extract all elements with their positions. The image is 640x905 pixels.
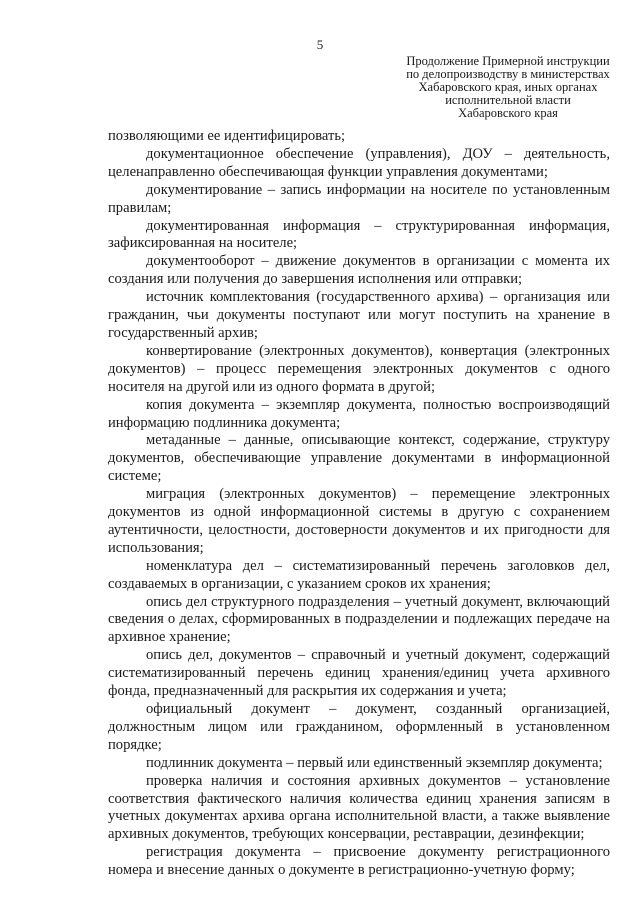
definition-paragraph: документирование – запись информации на носителе по установленным правилам; — [108, 181, 610, 216]
definition-paragraph: документационное обеспечение (управления), ДОУ – деятельность, целенаправленно обеспечивающая функции управления документами; — [108, 145, 610, 180]
paragraph-continuation: позволяющими ее идентифицировать; — [108, 128, 346, 144]
definition-paragraph: документированная информация – структурированная информация, зафиксированная на носителе; — [108, 217, 610, 252]
definition-paragraph: номенклатура дел – систематизированный перечень заголовков дел, создаваемых в организации, с указанием сроков их хранения; — [108, 557, 610, 592]
definition-paragraph: источник комплектования (государственного архива) – организация или гражданин, чьи документы поступают или могут поступить на хранение в государственный архив; — [108, 289, 610, 341]
definition-paragraph: опись дел, документов – справочный и учетный документ, содержащий систематизированный перечень единиц хранения/единиц учета архивного фонда, предназначенный для раскрытия их содержания и учета; — [108, 647, 610, 700]
definition-paragraph: миграция (электронных документов) – перемещение электронных документов из одной информационной системы в другую с сохранением аутентичности, целостности, достоверности документов и их пригодности для использования; — [108, 486, 610, 556]
header-line: Хабаровского края — [458, 106, 558, 120]
definition-paragraph: официальный документ – документ, созданный организацией, должностным лицом или гражданином, оформленный в установленном порядке; — [108, 701, 610, 753]
definition-paragraph: документооборот – движение документов в организации с момента их создания или получения до завершения исполнения или отправки; — [108, 253, 610, 288]
document-header — [398, 55, 618, 120]
definition-paragraph: метаданные – данные, описывающие контекст, содержание, структуру документов, обеспечивающие управление документами в информационной системе; — [108, 432, 610, 485]
header-line: Продолжение Примерной инструкции — [406, 54, 610, 68]
definition-paragraph: проверка наличия и состояния архивных документов – установление соответствия фактического наличия количества единиц хранения записям в учетных документах архива органа исполнительной власти, а также выявление архивных документов, требующих консервации, реставрации, дезинфекции; — [108, 772, 610, 843]
definition-paragraph: подлинник документа – первый или единственный экземпляр документа; — [146, 754, 603, 771]
definition-paragraph: копия документа – экземпляр документа, полностью воспроизводящий информацию подлинника документа; — [108, 396, 610, 431]
header-line: исполнительной власти — [445, 93, 571, 107]
definition-paragraph: конвертирование (электронных документов), конвертация (электронных документов) – процесс перемещения электронных документов с одного носителя на другой или из одного формата в другой; — [108, 342, 610, 395]
header-line: по делопроизводству в министерствах — [406, 67, 610, 81]
definition-paragraph: регистрация документа – присвоение документу регистрационного номера и внесение данных о документе в регистрационно-учетную форму; — [108, 844, 610, 879]
header-line: Хабаровского края, иных органах — [418, 80, 598, 94]
document-body — [108, 128, 610, 880]
definition-paragraph: опись дел структурного подразделения – учетный документ, включающий сведения о делах, сформированных в подразделении и подлежащих передаче на архивное хранение; — [108, 593, 610, 646]
page-number: 5 — [316, 37, 324, 52]
